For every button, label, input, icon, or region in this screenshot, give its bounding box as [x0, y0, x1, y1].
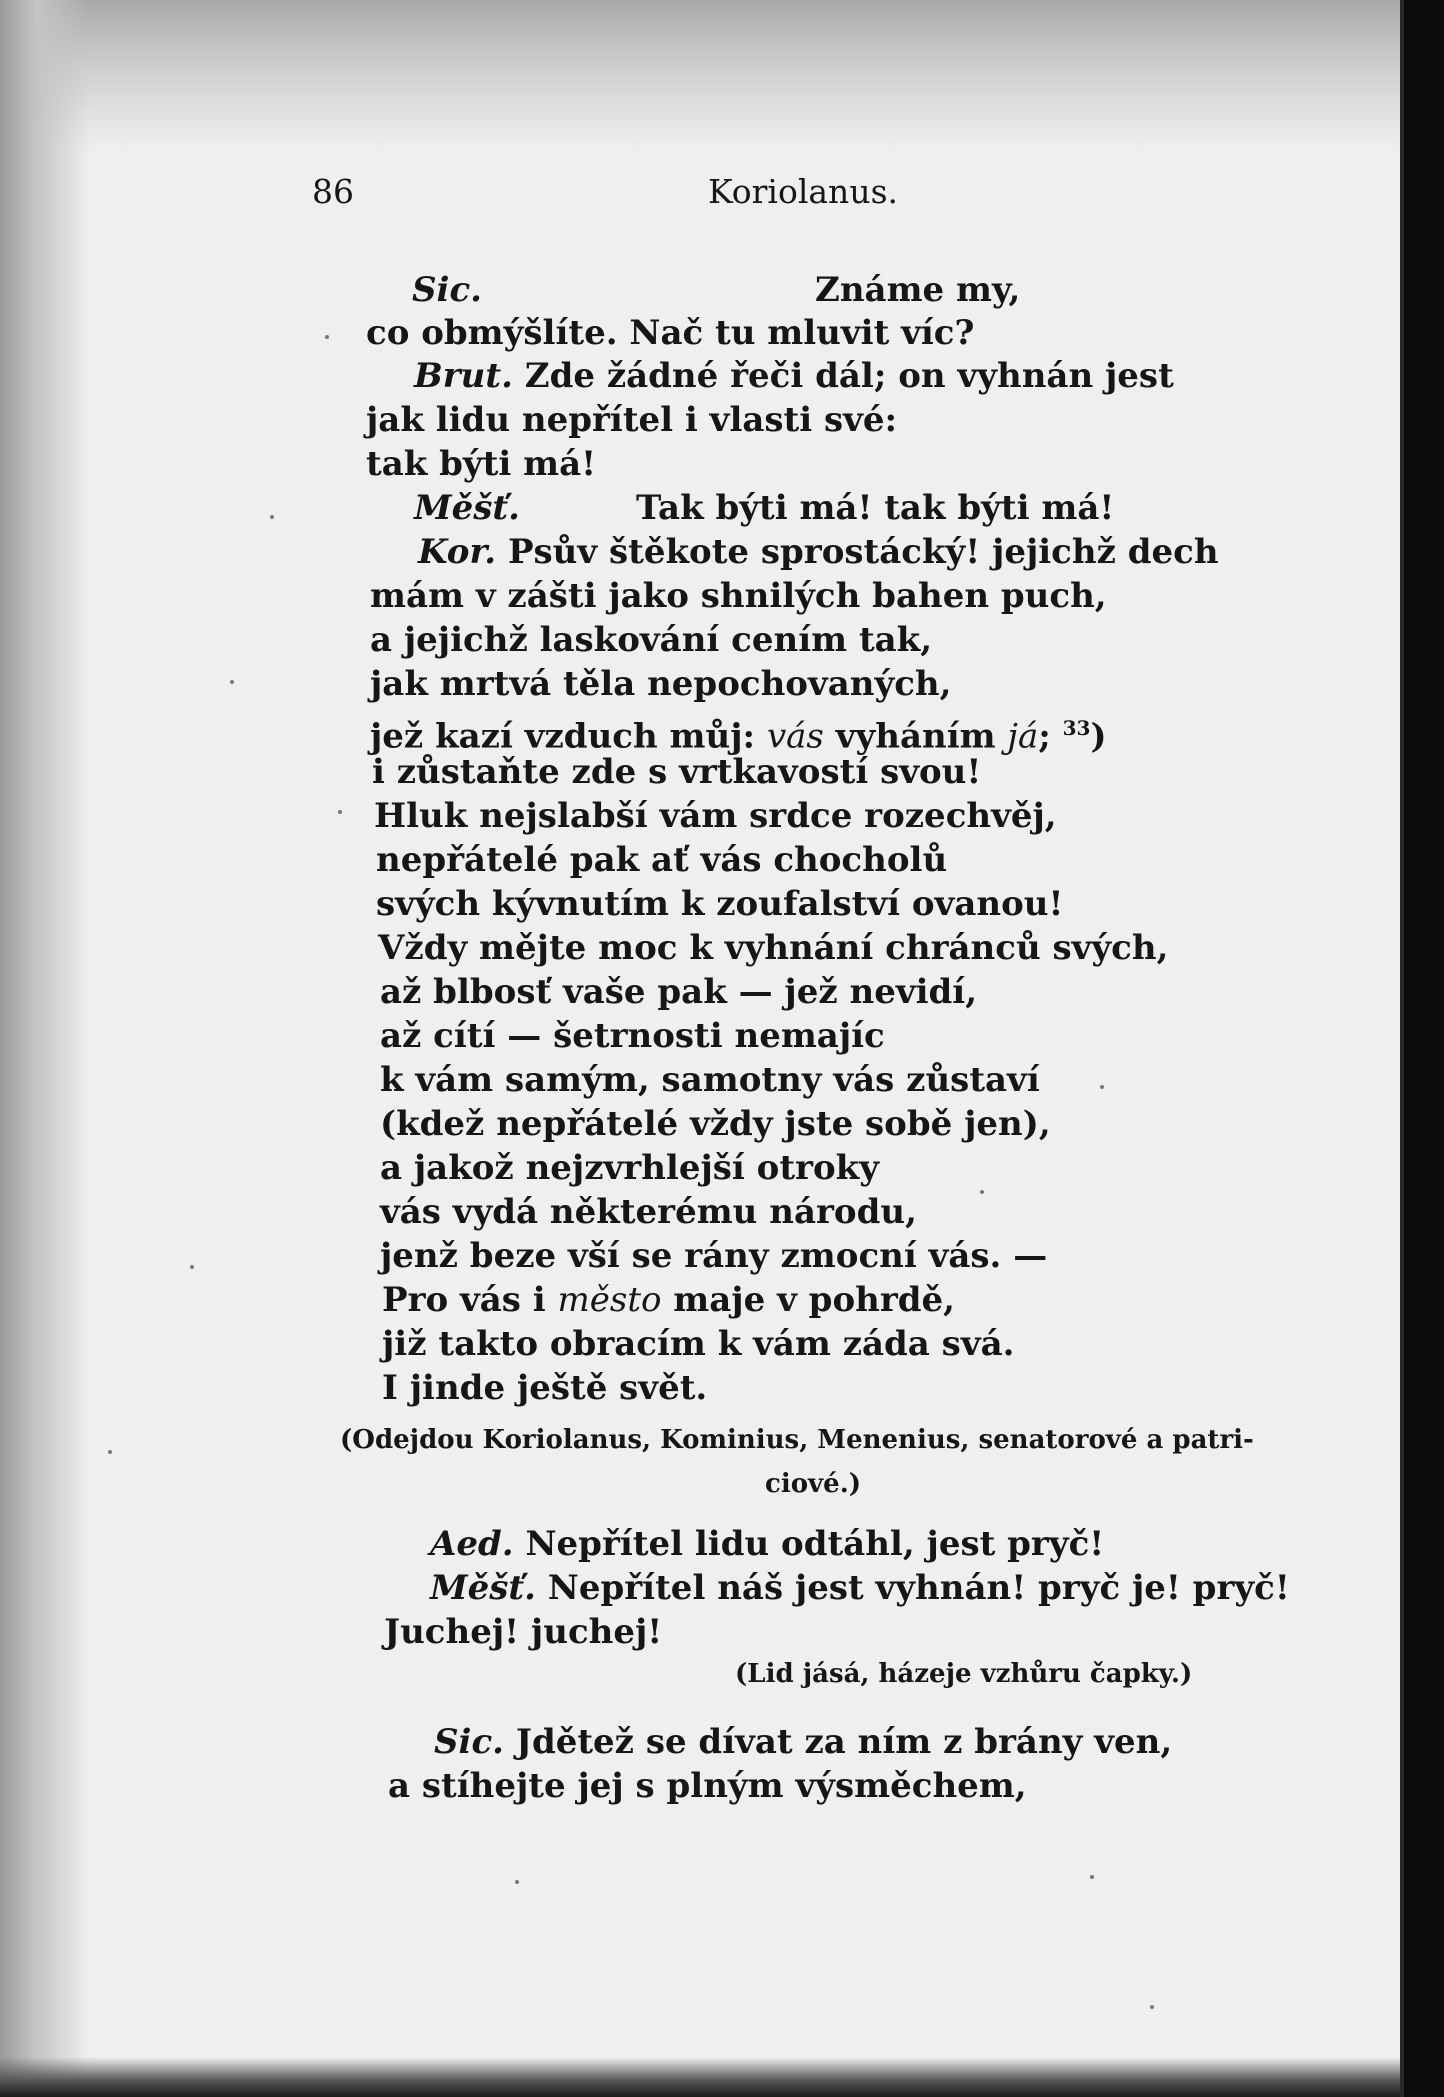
page-header — [312, 172, 1212, 220]
verse-text: mám v zášti jako shnilých bahen puch, — [370, 576, 1107, 616]
verse-line — [374, 794, 1057, 838]
verse-text: i zůstaňte zde s vrtkavostí svou! — [372, 752, 982, 792]
verse-text: až blbosť vaše pak — jež nevidí, — [380, 972, 978, 1012]
verse-text: jež kazí vzduch můj: — [370, 716, 767, 757]
page-number: 86 — [312, 172, 354, 211]
speaker-name: Měšť. — [430, 1568, 536, 1608]
verse-text: Nepřítel náš jest vyhnán! pryč je! pryč! — [535, 1568, 1290, 1608]
emphasized-word: já — [1007, 716, 1039, 757]
verse-text: maje v pohrdě, — [661, 1280, 956, 1320]
verse-line — [380, 1190, 917, 1234]
speaker-name: Sic. — [434, 1722, 505, 1762]
verse-line — [414, 486, 520, 530]
verse-line — [380, 970, 977, 1014]
verse-text: Tak býti má! tak býti má! — [636, 488, 1115, 528]
verse-text: Vždy mějte moc k vyhnání chránců svých, — [378, 928, 1169, 968]
verse-line — [380, 1102, 1051, 1146]
footnote-marker: 33 — [1062, 716, 1091, 740]
verse-text: Pro vás i — [382, 1280, 558, 1320]
verse-line — [378, 926, 1168, 970]
verse-line — [382, 1322, 1014, 1366]
verse-line — [384, 1610, 662, 1654]
verse-text: Psův štěkote sprostácký! jejichž dech — [496, 532, 1219, 572]
verse-text: vyháním — [823, 716, 1008, 757]
verse-text: jenž beze vší se rány zmocní vás. — — [380, 1236, 1048, 1276]
verse-text: I jinde ještě svět. — [382, 1368, 708, 1408]
verse-text: vás vydá některému národu, — [380, 1192, 917, 1232]
verse-text: k vám samým, samotny vás zůstaví — [380, 1060, 1040, 1100]
verse-line — [376, 838, 947, 882]
stage-direction — [765, 1466, 861, 1502]
verse-line — [434, 1720, 1172, 1764]
verse-line — [372, 750, 981, 794]
verse-text: a jejichž laskování cením tak, — [370, 620, 933, 660]
verse-line — [414, 354, 1174, 398]
verse-line — [380, 1014, 885, 1058]
verse-line — [366, 398, 897, 442]
verse-line — [370, 618, 932, 662]
speaker-name: Aed. — [430, 1524, 514, 1564]
verse-line — [412, 268, 482, 312]
speaker-name: Sic. — [412, 270, 483, 310]
verse-line — [430, 1566, 1290, 1610]
verse-line — [366, 311, 974, 355]
verse-line — [376, 882, 1063, 926]
verse-line — [815, 268, 1020, 312]
verse-line — [418, 530, 1219, 574]
stage-direction-text: ciové.) — [765, 1469, 862, 1499]
verse-text: a stíhejte jej s plným výsměchem, — [388, 1766, 1027, 1806]
verse-text: již takto obracím k vám záda svá. — [382, 1324, 1015, 1364]
verse-text: jak mrtvá těla nepochovaných, — [370, 664, 952, 704]
verse-text: ) — [1090, 716, 1107, 757]
verse-text: Nepřítel lidu odtáhl, jest pryč! — [513, 1524, 1105, 1564]
speaker-name: Měšť. — [414, 488, 520, 528]
verse-text: svých kývnutím k zoufalství ovanou! — [376, 884, 1064, 924]
speaker-name: Kor. — [418, 532, 497, 572]
verse-line — [370, 662, 952, 706]
verse-text: (kdež nepřátelé vždy jste sobě jen), — [380, 1104, 1051, 1144]
verse-line — [366, 442, 596, 486]
speaker-name: Brut. — [414, 356, 513, 396]
emphasized-word: vás — [766, 716, 824, 757]
verse-text: Známe my, — [815, 270, 1021, 310]
verse-line — [380, 1146, 879, 1190]
verse-line — [382, 1366, 707, 1410]
verse-text: ; — [1038, 716, 1063, 757]
verse-line — [380, 1058, 1040, 1102]
stage-direction-text: (Odejdou Koriolanus, Kominius, Menenius, senatorové a patri- — [340, 1425, 1254, 1455]
verse-text: nepřátelé pak ať vás chocholů — [376, 840, 948, 880]
stage-direction — [735, 1656, 1192, 1692]
verse-line — [636, 486, 1114, 530]
verse-line — [382, 1278, 955, 1322]
verse-line — [430, 1522, 1104, 1566]
stage-direction — [340, 1422, 1254, 1458]
verse-text: co obmýšlíte. Nač tu mluvit víc? — [366, 313, 975, 353]
verse-text: Zde žádné řeči dál; on vyhnán jest — [512, 356, 1174, 396]
verse-text: Hluk nejslabší vám srdce rozechvěj, — [374, 796, 1057, 836]
verse-text: a jakož nejzvrhlejší otroky — [380, 1148, 879, 1188]
verse-line — [388, 1764, 1027, 1808]
verse-text: Juchej! juchej! — [384, 1612, 663, 1652]
verse-text: až cítí — šetrnosti nemajíc — [380, 1016, 885, 1056]
verse-text: jak lidu nepřítel i vlasti své: — [366, 400, 898, 440]
verse-text: tak býti má! — [366, 444, 597, 484]
verse-line — [370, 574, 1107, 618]
verse-text: Jdětež se dívat za ním z brány ven, — [504, 1722, 1173, 1762]
running-title: Koriolanus. — [708, 172, 898, 211]
emphasized-word: město — [557, 1280, 662, 1320]
verse-line — [380, 1234, 1047, 1278]
stage-direction-text: (Lid jásá, házeje vzhůru čapky.) — [735, 1659, 1193, 1689]
